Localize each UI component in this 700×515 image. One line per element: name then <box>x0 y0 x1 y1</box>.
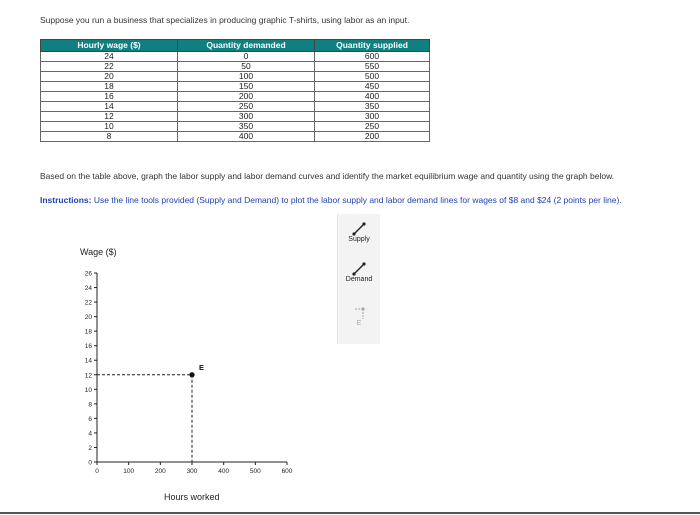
cell-hourly-wage: 16 <box>41 92 178 102</box>
supply-line-icon <box>352 222 366 236</box>
question-intro: Suppose you run a business that specializes in producing graphic T-shirts, using labor as an input. <box>40 15 410 25</box>
cell-quantity-supplied: 500 <box>315 72 430 82</box>
cell-quantity-demanded: 350 <box>178 122 315 132</box>
table-row <box>41 62 430 72</box>
header-quantity-demanded: Quantity demanded <box>178 40 315 52</box>
y-tick-label: 12 <box>84 372 92 380</box>
cell-quantity-demanded: 400 <box>178 132 315 142</box>
x-tick-label: 600 <box>281 468 293 475</box>
point-drop-icon <box>352 306 366 320</box>
y-tick-label: 4 <box>88 430 92 438</box>
cell-quantity-demanded: 0 <box>178 52 315 62</box>
cell-quantity-supplied: 350 <box>315 102 430 112</box>
x-tick-label: 0 <box>95 468 99 475</box>
instructions-text: Use the line tools provided (Supply and Demand) to plot the labor supply and labor demand lines for wages of $8 and $24 (2 points per line). <box>93 195 622 205</box>
cell-quantity-demanded: 150 <box>178 82 315 92</box>
cell-quantity-demanded: 300 <box>178 112 315 122</box>
demand-line-icon <box>352 262 366 276</box>
labor-table-container <box>40 39 430 142</box>
y-tick-label: 8 <box>88 401 92 409</box>
cell-hourly-wage: 8 <box>41 132 178 142</box>
cell-hourly-wage: 14 <box>41 102 178 112</box>
labor-market-graph[interactable] <box>60 215 340 515</box>
equilibrium-point[interactable] <box>189 372 194 377</box>
y-axis-label: Wage ($) <box>80 247 117 257</box>
y-tick-label: 26 <box>84 270 92 278</box>
demand-tool[interactable] <box>338 262 380 283</box>
cell-hourly-wage: 20 <box>41 72 178 82</box>
table-row <box>41 122 430 132</box>
cell-hourly-wage: 24 <box>41 52 178 62</box>
y-tick-label: 14 <box>84 357 92 365</box>
cell-quantity-supplied: 200 <box>315 132 430 142</box>
y-tick-label: 16 <box>84 343 92 351</box>
x-tick-label: 100 <box>123 468 135 475</box>
x-axis-label: Hours worked <box>164 492 220 502</box>
x-tick-label: 200 <box>154 468 166 475</box>
y-tick-label: 18 <box>84 328 92 336</box>
demand-tool-label: Demand <box>345 276 373 283</box>
cell-quantity-supplied: 400 <box>315 92 430 102</box>
cell-quantity-supplied: 300 <box>315 112 430 122</box>
x-tick-label: 300 <box>186 468 198 475</box>
y-tick-label: 20 <box>84 314 92 322</box>
table-row <box>41 92 430 102</box>
table-header-row <box>41 40 430 52</box>
table-row <box>41 102 430 112</box>
table-row <box>41 82 430 92</box>
cell-quantity-supplied: 600 <box>315 52 430 62</box>
table-row <box>41 112 430 122</box>
table-row <box>41 52 430 62</box>
line-tools-panel <box>337 214 380 344</box>
equilibrium-point-label: E <box>199 362 205 372</box>
labor-table <box>40 39 430 142</box>
cell-quantity-supplied: 250 <box>315 122 430 132</box>
cell-quantity-demanded: 200 <box>178 92 315 102</box>
y-tick-label: 6 <box>88 415 92 423</box>
cell-hourly-wage: 12 <box>41 112 178 122</box>
cell-quantity-supplied: 550 <box>315 62 430 72</box>
cell-hourly-wage: 22 <box>41 62 178 72</box>
x-tick-label: 400 <box>218 468 230 475</box>
y-tick-label: 24 <box>84 285 92 293</box>
table-body <box>41 52 430 142</box>
cell-quantity-supplied: 450 <box>315 82 430 92</box>
y-tick-label: 22 <box>84 299 92 307</box>
y-tick-label: 2 <box>88 444 92 452</box>
table-row <box>41 72 430 82</box>
cell-quantity-demanded: 50 <box>178 62 315 72</box>
supply-tool[interactable] <box>338 222 380 243</box>
bottom-divider <box>0 512 700 514</box>
cell-quantity-demanded: 250 <box>178 102 315 112</box>
table-row <box>41 132 430 142</box>
instructions-label: Instructions: <box>40 195 92 205</box>
header-quantity-supplied: Quantity supplied <box>315 40 430 52</box>
x-tick-label: 500 <box>249 468 261 475</box>
cell-quantity-demanded: 100 <box>178 72 315 82</box>
supply-tool-label: Supply <box>348 236 370 243</box>
based-on-text: Based on the table above, graph the labor supply and labor demand curves and identify the market equilibrium wage and quantity using the graph below. <box>40 171 615 181</box>
cell-hourly-wage: 18 <box>41 82 178 92</box>
graph-area[interactable] <box>60 215 340 515</box>
instructions <box>40 195 622 205</box>
header-hourly-wage: Hourly wage ($) <box>41 40 178 52</box>
point-tool-label: E <box>356 320 362 327</box>
y-tick-label: 0 <box>88 459 92 467</box>
cell-hourly-wage: 10 <box>41 122 178 132</box>
equilibrium-point-tool[interactable] <box>338 306 380 327</box>
y-tick-label: 10 <box>84 386 92 394</box>
